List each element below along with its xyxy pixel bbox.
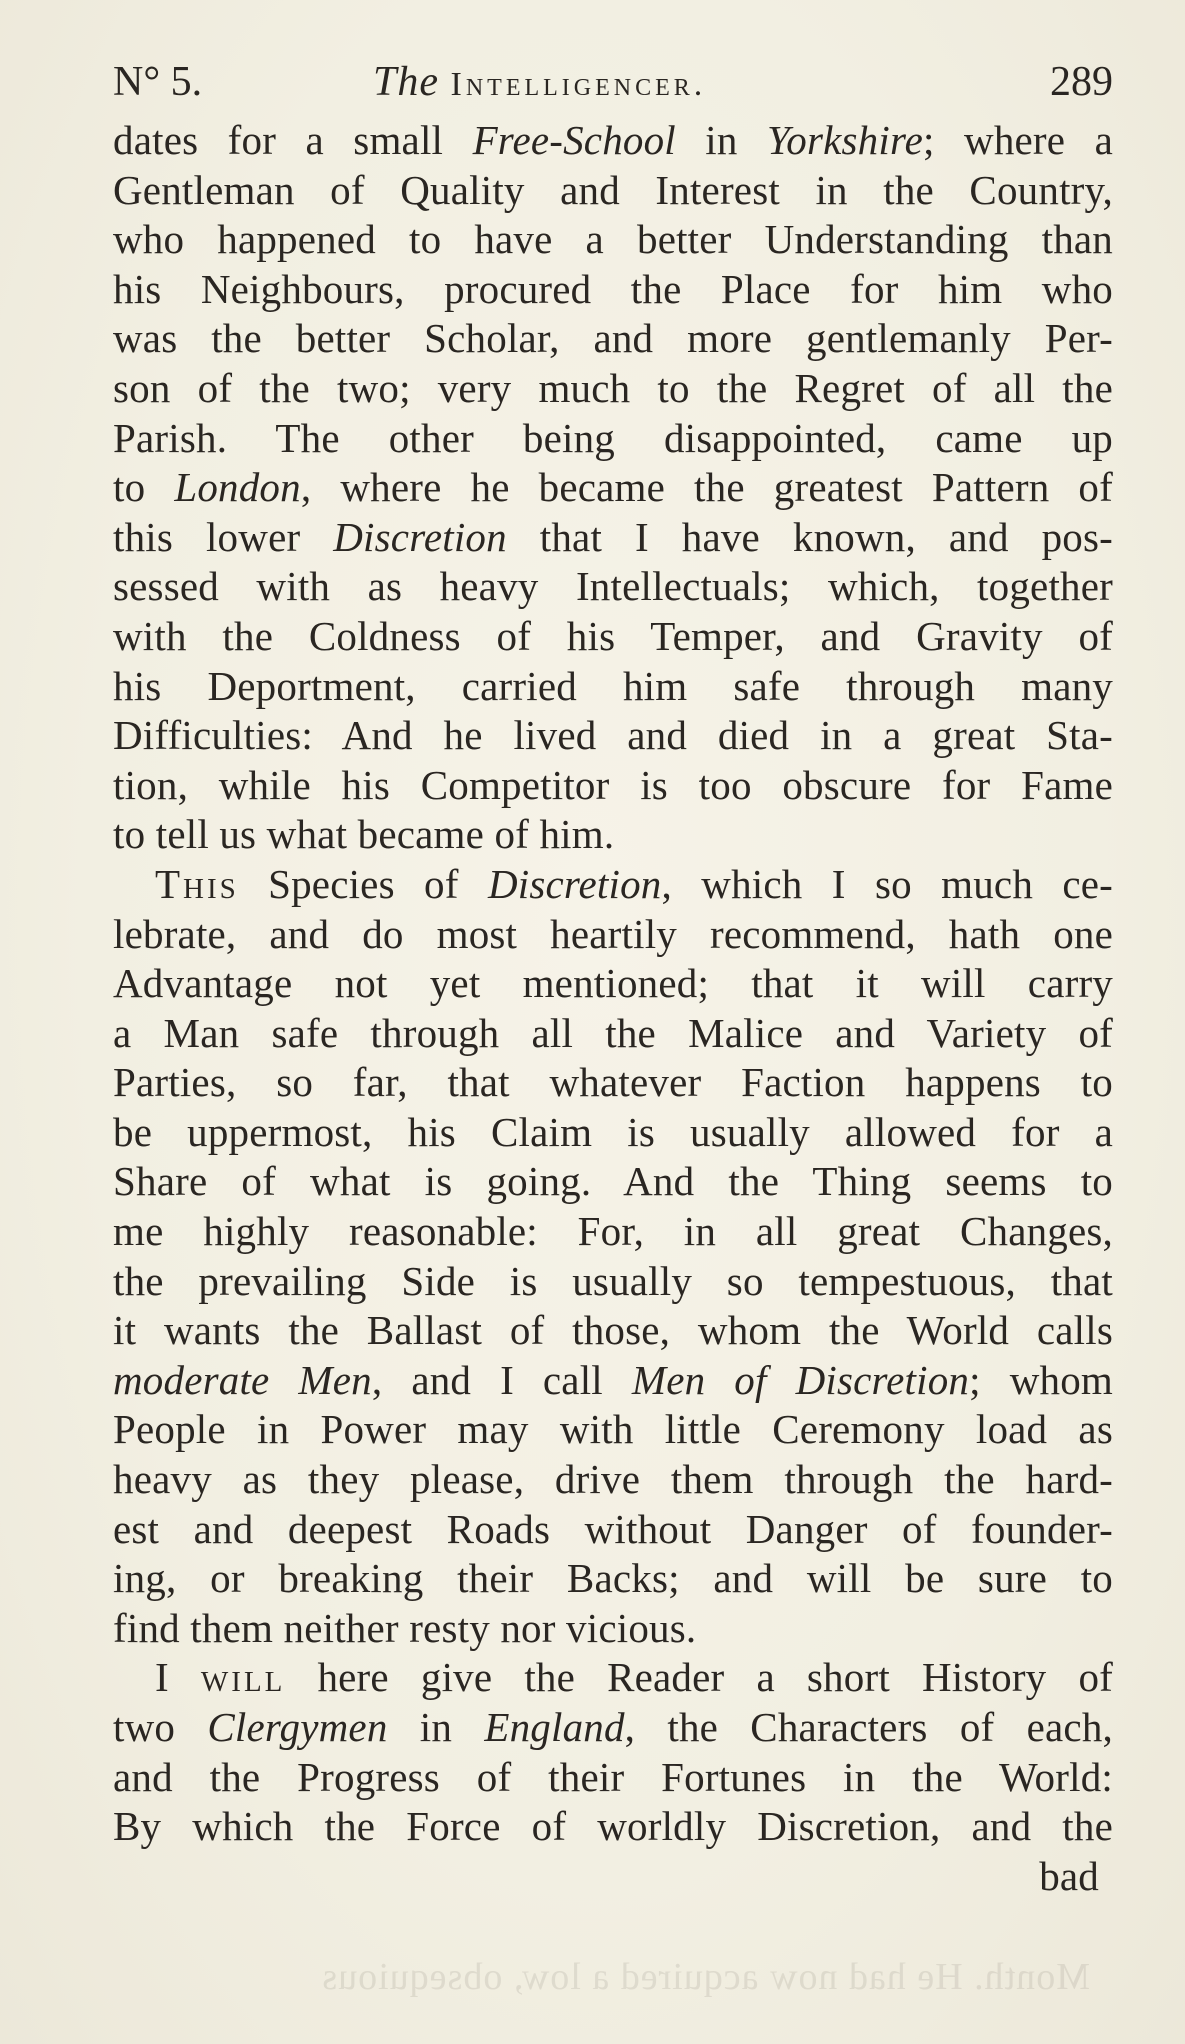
text-line bbox=[113, 910, 1113, 960]
text-run: was the better Scholar, and more gentlemanly Per- bbox=[113, 315, 1113, 362]
text-run: and the Progress of their Fortunes in the World: bbox=[113, 1753, 1113, 1800]
text-line bbox=[113, 265, 1113, 315]
text-line bbox=[113, 463, 1113, 513]
text-run: People in Power may with little Ceremony load as bbox=[113, 1406, 1113, 1453]
text-run: est and deepest Roads without Danger of founder- bbox=[113, 1505, 1113, 1552]
running-title-name: Intelligencer. bbox=[450, 66, 707, 103]
running-title-the: The bbox=[373, 59, 439, 105]
text-run: me highly reasonable: For, in all great Changes, bbox=[113, 1208, 1113, 1255]
italic-run: moderate Men bbox=[113, 1356, 372, 1403]
text-run: By which the Force of worldly Discretion, and the bbox=[113, 1803, 1113, 1850]
text-line bbox=[113, 1009, 1113, 1059]
text-run: his Deportment, carried him safe through many bbox=[113, 662, 1113, 709]
text-line bbox=[113, 414, 1113, 464]
text-line bbox=[113, 166, 1113, 216]
text-run: two bbox=[113, 1704, 208, 1750]
text-line bbox=[113, 1802, 1113, 1852]
text-line bbox=[113, 1505, 1113, 1555]
text-run: his Neighbours, procured the Place for him who bbox=[113, 265, 1113, 312]
text-run: dates for a small bbox=[113, 117, 473, 163]
italic-run: London bbox=[174, 464, 301, 511]
text-line bbox=[113, 1257, 1113, 1307]
italic-run: England bbox=[484, 1704, 625, 1750]
italic-run: Men of Discretion bbox=[631, 1356, 970, 1403]
text-line bbox=[113, 612, 1113, 662]
text-line bbox=[113, 215, 1113, 265]
text-run: this lower bbox=[113, 513, 334, 560]
text-line bbox=[113, 1157, 1113, 1207]
text-run: who happened to have a better Understanding than bbox=[113, 216, 1113, 263]
small-caps-run: will bbox=[200, 1654, 286, 1701]
text-line bbox=[113, 761, 1113, 811]
italic-run: Discretion bbox=[333, 513, 507, 560]
text-run: , which I so much ce- bbox=[661, 860, 1113, 907]
issue-number: N° 5. bbox=[113, 59, 203, 105]
text-run: Species of bbox=[238, 860, 488, 907]
text-run: , and I call bbox=[371, 1356, 632, 1403]
running-header bbox=[113, 52, 1113, 112]
italic-run: Clergymen bbox=[207, 1704, 388, 1750]
text-run: , the Characters of each, bbox=[624, 1704, 1113, 1750]
text-line bbox=[113, 1753, 1113, 1803]
text-run: tion, while his Competitor is too obscure for Fame bbox=[113, 761, 1113, 808]
text-run: ; where a bbox=[923, 117, 1113, 163]
text-run: Share of what is going. And the Thing seems to bbox=[113, 1158, 1113, 1205]
text-run: ing, or breaking their Backs; and will be sure to bbox=[113, 1555, 1113, 1602]
text-run: heavy as they please, drive them through the hard- bbox=[113, 1456, 1113, 1503]
text-run: Gentleman of Quality and Interest in the Country, bbox=[113, 166, 1113, 213]
italic-run: Yorkshire bbox=[767, 117, 924, 163]
text-line bbox=[113, 1108, 1113, 1158]
text-line bbox=[113, 364, 1113, 414]
text-run: ; whom bbox=[969, 1356, 1114, 1403]
text-run: a Man safe through all the Malice and Variety of bbox=[113, 1009, 1113, 1056]
text-run: here give the Reader a short History of bbox=[285, 1654, 1113, 1701]
text-line bbox=[113, 1703, 1113, 1753]
text-run: lebrate, and do most heartily recommend, hath one bbox=[113, 910, 1113, 957]
text-run: , where he became the greatest Pattern of bbox=[300, 464, 1113, 511]
text-line bbox=[113, 1405, 1113, 1455]
text-line bbox=[113, 1356, 1113, 1406]
text-line bbox=[113, 314, 1113, 364]
text-line bbox=[113, 1554, 1113, 1604]
text-line bbox=[113, 1455, 1113, 1505]
text-run: it wants the Ballast of those, whom the World calls bbox=[113, 1307, 1113, 1354]
text-run: Parish. The other being disappointed, came up bbox=[113, 414, 1113, 461]
show-through-text: Month. He had now acquired a low, obsequious bbox=[321, 1956, 1090, 1998]
text-line bbox=[113, 711, 1113, 761]
page-number: 289 bbox=[1050, 59, 1113, 105]
text-run: be uppermost, his Claim is usually allowed for a bbox=[113, 1108, 1113, 1155]
text-run: the prevailing Side is usually so tempestuous, that bbox=[113, 1257, 1113, 1304]
text-line bbox=[113, 116, 1113, 166]
text-run: sessed with as heavy Intellectuals; which, together bbox=[113, 563, 1113, 610]
text-run: son of the two; very much to the Regret of all the bbox=[113, 364, 1113, 411]
text-line bbox=[113, 1058, 1113, 1108]
running-title bbox=[373, 52, 706, 115]
text-line bbox=[113, 1653, 1113, 1703]
text-line bbox=[113, 562, 1113, 612]
text-run: Difficulties: And he lived and died in a great Sta- bbox=[113, 712, 1113, 759]
small-caps-run: This bbox=[155, 860, 239, 907]
text-line bbox=[113, 860, 1113, 910]
text-line bbox=[113, 959, 1113, 1009]
text-line bbox=[113, 662, 1113, 712]
text-run: I bbox=[155, 1654, 201, 1701]
text-run: that I have known, and pos- bbox=[506, 513, 1113, 560]
italic-run: Free-School bbox=[472, 117, 676, 163]
text-line bbox=[113, 810, 1113, 860]
text-run: to bbox=[113, 464, 175, 511]
text-line bbox=[113, 1306, 1113, 1356]
catchword: bad bbox=[1039, 1852, 1099, 1899]
italic-run: Discretion bbox=[487, 860, 662, 907]
text-run: Parties, so far, that whatever Faction happens to bbox=[113, 1059, 1113, 1106]
text-line bbox=[113, 1604, 1113, 1654]
text-run: find them neither resty nor vicious. bbox=[113, 1604, 697, 1651]
text-run: Advantage not yet mentioned; that it will carry bbox=[113, 960, 1113, 1007]
text-run: in bbox=[675, 117, 768, 163]
text-run: with the Coldness of his Temper, and Gravity of bbox=[113, 612, 1113, 659]
text-line bbox=[113, 513, 1113, 563]
body-text bbox=[113, 116, 1113, 1901]
text-run: in bbox=[387, 1704, 485, 1750]
text-run: to tell us what became of him. bbox=[113, 811, 615, 858]
text-line bbox=[113, 1207, 1113, 1257]
